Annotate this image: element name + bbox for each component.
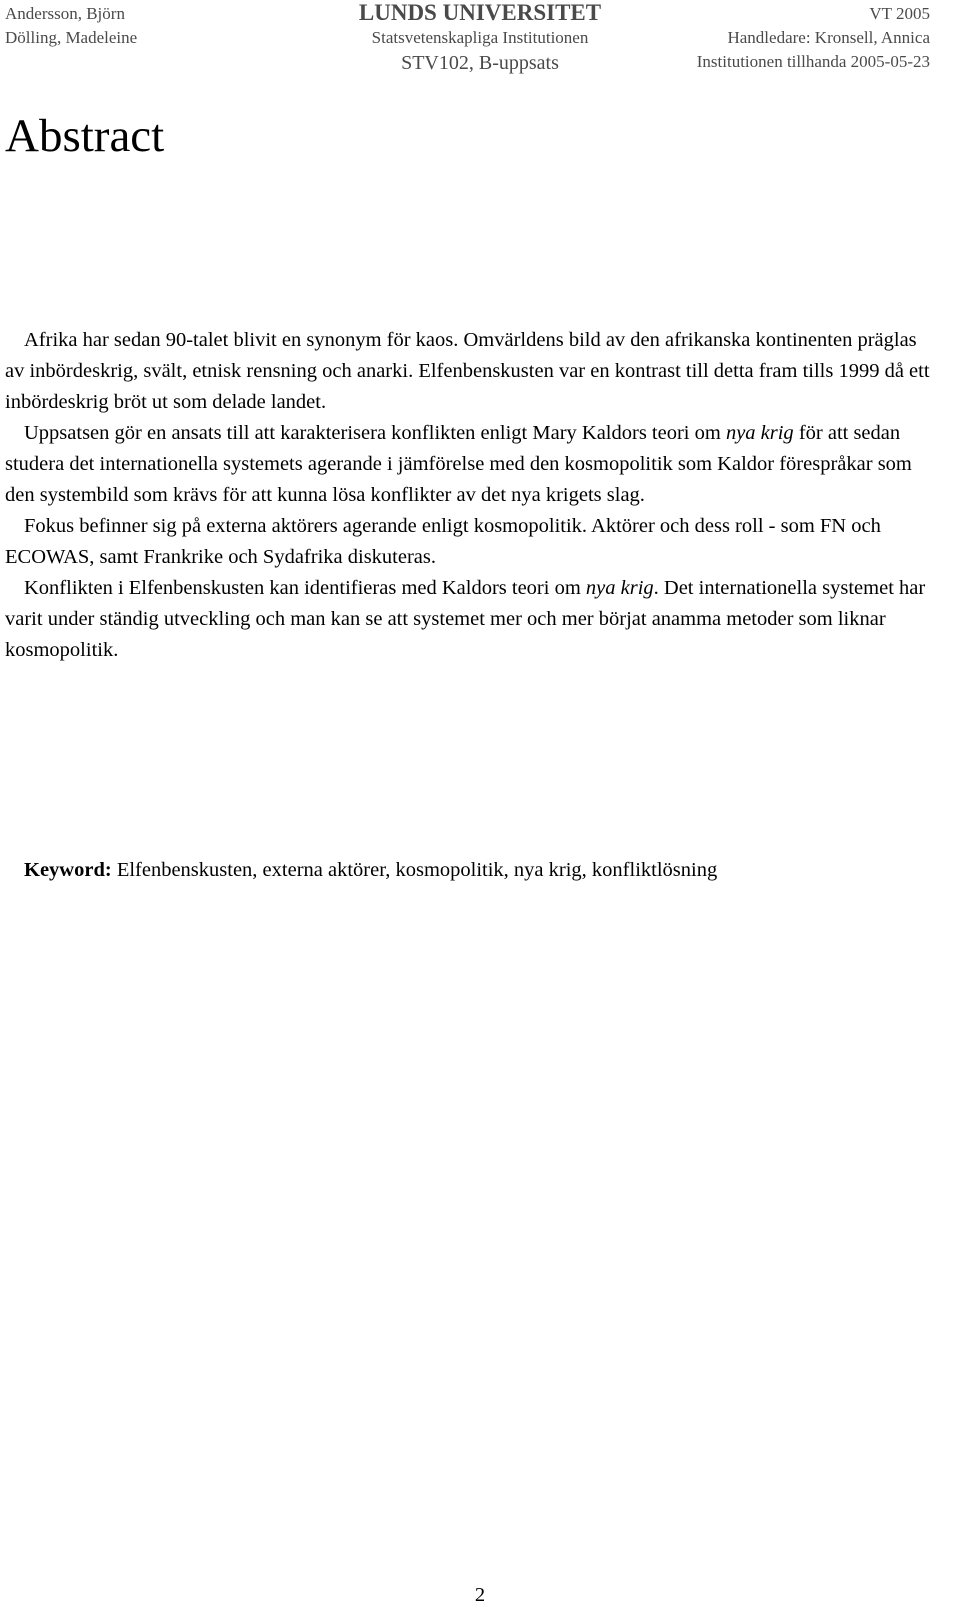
submission-date: Institutionen tillhanda 2005-05-23 — [696, 52, 930, 71]
emphasis-term: nya krig — [585, 577, 654, 599]
keywords-label: Keyword: — [24, 859, 112, 881]
paragraph-text: för att sedan studera det internationella systemets agerande i jämförelse med den kosmopolitik som Kaldor förespråkar som den systembild som krävs för att kunna lösa konflikter av det nya krigets slag. — [5, 422, 912, 506]
keywords-value: Elfenbenskusten, externa aktörer, kosmopolitik, nya krig, konfliktlösning — [111, 859, 718, 881]
course-code: STV102, B-uppsats — [401, 52, 559, 74]
abstract-paragraph-3 — [5, 511, 935, 573]
abstract-paragraph-2 — [5, 418, 935, 511]
page-number: 2 — [474, 1584, 486, 1606]
paragraph-text: Afrika har sedan 90-talet blivit en synonym för kaos. Omvärldens bild av den afrikanska kontinenten präglas av inbördeskrig, svält, etnisk rensning och anarki. Elfenbenskusten var en kontrast till detta fram tills 1999 då ett inbördeskrig bröt ut som delade landet. — [5, 329, 930, 413]
university-name: LUNDS UNIVERSITET — [358, 0, 602, 25]
paragraph-text: Fokus befinner sig på externa aktörers agerande enligt kosmopolitik. Aktörer och dess roll - som FN och ECOWAS, samt Frankrike och Sydafrika diskuteras. — [5, 515, 881, 568]
keywords-line — [24, 855, 717, 886]
paragraph-text: . Det internationella systemet har varit under ständig utveckling och man kan se att systemet mer och mer börjat anamma metoder som liknar kosmopolitik. — [5, 577, 926, 661]
page-title: Abstract — [5, 110, 165, 162]
paragraph-text: Konflikten i Elfenbenskusten kan identifieras med Kaldors teori om — [24, 577, 586, 599]
term: VT 2005 — [869, 4, 930, 23]
abstract-paragraph-1 — [5, 325, 935, 418]
abstract-body — [5, 325, 935, 666]
header-meta — [697, 2, 930, 74]
paragraph-text: Uppsatsen gör en ansats till att karakterisera konflikten enligt Mary Kaldors teori om — [24, 422, 726, 444]
abstract-paragraph-4 — [5, 573, 935, 666]
author-1: Andersson, Björn — [5, 4, 125, 23]
author-2: Dölling, Madeleine — [5, 28, 138, 47]
emphasis-term: nya krig — [725, 422, 794, 444]
department-name: Statsvetenskapliga Institutionen — [371, 28, 589, 47]
supervisor: Handledare: Kronsell, Annica — [727, 28, 930, 47]
